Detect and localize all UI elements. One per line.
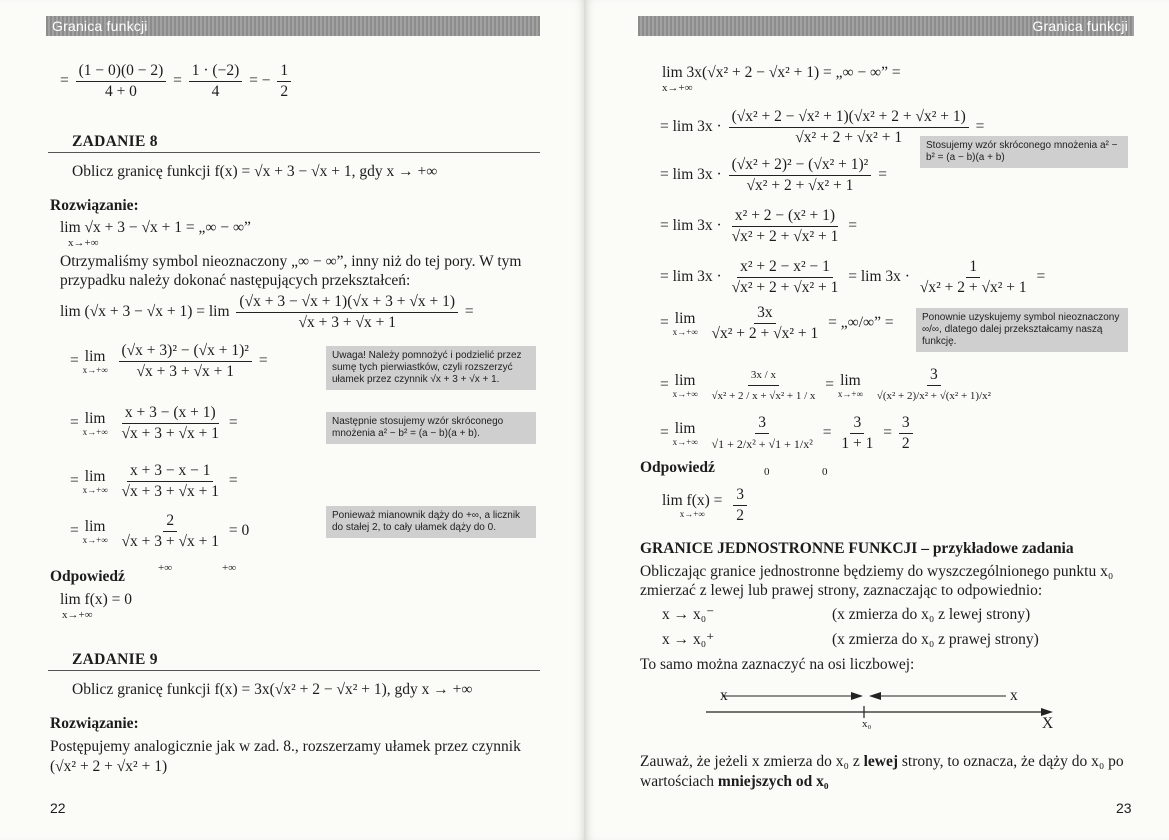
s-para1: Obliczając granice jednostronne będziemy do wyszczególnionego punktu x₀: [640, 563, 1114, 580]
note-formula: Następnie stosujemy wzór skróconego mnożenia a² − b² = (a − b)(a + b).: [326, 412, 536, 444]
note-multiply: Uwaga! Należy pomnożyć i podzielić przez sumę tych pierwiastków, czyli rozszerzyć ułamek przez czynnik √x + 3 + √x + 1.: [326, 346, 536, 390]
final-line1: Zauważ, że jeżeli x zmierza do x₀ z lewej strony, to oznacza, że dąży do x₀ po: [640, 753, 1124, 770]
r-note-indeterminate: Ponownie uzyskujemy symbol nieoznaczony ∞/∞, dlatego dalej przekształcamy naszą funkcję.: [916, 308, 1128, 352]
note-denominator: Ponieważ mianownik dąży do +∞, a licznik do stałej 2, to cały ułamek dąży do 0.: [326, 506, 536, 538]
task8-step2: lim (√x + 3 − √x + 1) = lim $\frac{(√x + 3 - √x + 1)(√x + 3 + √x + 1)}{√x + 3 + √x + 1}$ =: [60, 293, 474, 331]
r-line3: = lim 3x · $\frac{\text{(√x² + 2)² − (√x² + 1)²}}{\text{√x² + 2 + √x² + 1}}$ =: [660, 156, 887, 194]
section-title: GRANICE JEDNOSTRONNE FUNKCJI – przykładowe zadania: [640, 540, 1074, 557]
s-para3: To samo można zaznaczyć na osi liczbowej:: [640, 656, 915, 673]
task9-solution-label: Rozwiązanie:: [50, 715, 139, 732]
s-para2: zmierzać z lewej lub prawej strony, zaznaczając to odpowiednio:: [640, 582, 1043, 599]
r-answer: lim f(x) = x→+∞ $\frac{3}{2}$: [662, 486, 750, 525]
axis-x-left: x: [720, 687, 728, 704]
axis-X: X: [1042, 715, 1054, 732]
r-line7: = lim x→+∞ $\frac{3x / x}{\text{√x² + 2 / x + √x² + 1 / x}}$ = lim x→+∞ $\frac{3}{\text{√(x² + 2)/x² + √(x² + 1)/x²}}$: [660, 366, 991, 402]
task8-para2: przypadku należy dokonać następujących przekształceń:: [60, 272, 411, 289]
notation-right: x → x₀⁺: [662, 631, 715, 648]
zero-marker-1: 0: [764, 466, 770, 478]
task8-rule: [48, 152, 540, 153]
task8-answer-label: Odpowiedź: [50, 568, 125, 585]
r-line8: = lim x→+∞ $\frac{3}{\text{√1 + 2/x² + √1 + 1/x²}}$ = $\frac{3}{1 + 1}$ = $\frac{3}{2}$: [660, 414, 916, 453]
inf-marker-2: +∞: [222, 562, 237, 574]
r-line4: = lim 3x · $\frac{\text{x² + 2 − (x² + 1)}}{\text{√x² + 2 + √x² + 1}}$ =: [660, 207, 857, 245]
final-line2: wartościach mniejszych od x₀: [640, 773, 829, 790]
number-line: [706, 680, 1056, 740]
task8-title: ZADANIE 8: [72, 133, 158, 150]
r-answer-label: Odpowiedź: [640, 459, 715, 476]
notation-right-desc: (x zmierza do x₀ z prawej strony): [832, 631, 1039, 648]
right-page-number: 23: [1116, 800, 1132, 816]
r-line2: = lim 3x · $\frac{\text{(√x² + 2 − √x² + 1)(√x² + 2 + √x² + 1)}}{\text{√x² + 2 + √x² + 1}}$ =: [660, 108, 985, 146]
left-page: [0, 0, 584, 840]
task8-step1-sub: x→+∞: [68, 237, 99, 249]
task9-para1: Postępujemy analogicznie jak w zad. 8., rozszerzamy ułamek przez czynnik: [50, 738, 521, 755]
r-line6: = lim x→+∞ $\frac{3x}{\text{√x² + 2 + √x² + 1}}$ = „∞/∞” =: [660, 304, 894, 342]
axis-x0: x₀: [862, 718, 872, 730]
task8-step1: lim √x + 3 − √x + 1 = „∞ − ∞”: [60, 219, 251, 236]
r-line1: lim 3x(√x² + 2 − √x² + 1) = „∞ − ∞” =: [662, 64, 901, 81]
left-header-bar: Granica funkcji: [46, 16, 540, 36]
task8-solution-label: Rozwiązanie:: [50, 197, 139, 214]
task9-rule: [48, 670, 540, 671]
task8-step4: = lim x→+∞ $\frac{x + 3 - (x + 1)}{√x + 3 + √x + 1}$ =: [70, 404, 238, 442]
task8-step3: = lim x→+∞ $\frac{\text{(√x + 3)² − (√x + 1)²}}{√x + 3 + √x + 1}$ =: [70, 342, 268, 380]
zero-marker-2: 0: [822, 466, 828, 478]
task8-statement: Oblicz granicę funkcji f(x) = √x + 3 − √x + 1, gdy x → +∞: [72, 163, 438, 180]
task8-step5: = lim x→+∞ $\frac{x + 3 - x - 1}{√x + 3 + √x + 1}$ =: [70, 462, 238, 500]
task8-answer-sub: x→+∞: [62, 609, 93, 621]
task8-para1: Otrzymaliśmy symbol nieoznaczony „∞ − ∞”, inny niż do tej pory. W tym: [60, 253, 522, 270]
task9-title: ZADANIE 9: [72, 651, 158, 668]
right-header-bar: Granica funkcji: [638, 16, 1134, 36]
right-page: [586, 0, 1169, 840]
inf-marker-1: +∞: [158, 562, 173, 574]
notation-left-desc: (x zmierza do x₀ z lewej strony): [832, 606, 1031, 623]
r-note-formula: Stosujemy wzór skróconego mnożenia a² − b² = (a − b)(a + b): [920, 136, 1128, 168]
task9-para2: (√x² + 2 + √x² + 1): [50, 758, 168, 775]
task9-statement: Oblicz granicę funkcji f(x) = 3x(√x² + 2 − √x² + 1), gdy x → +∞: [72, 681, 473, 698]
left-page-number: 22: [50, 800, 66, 816]
axis-x-right: x: [1010, 687, 1018, 704]
task8-answer: lim f(x) = 0: [60, 591, 133, 608]
r-line1-sub: x→+∞: [662, 82, 693, 94]
top-result: = $\frac{(1 - 0)(0 - 2)}{4 + 0}$ = $\frac{1 \cdot (-2)}{4}$ = − $\frac{1}{2}$: [60, 62, 294, 101]
r-line5: = lim 3x · $\frac{\text{x² + 2 − x² − 1}}{\text{√x² + 2 + √x² + 1}}$ = lim 3x · $\frac{1}{\text{√x² + 2 + √x² + 1}}$ =: [660, 258, 1046, 296]
notation-left: x → x₀⁻: [662, 606, 715, 623]
task8-step6: = lim x→+∞ $\frac{2}{√x + 3 + √x + 1}$ = 0: [70, 512, 250, 550]
